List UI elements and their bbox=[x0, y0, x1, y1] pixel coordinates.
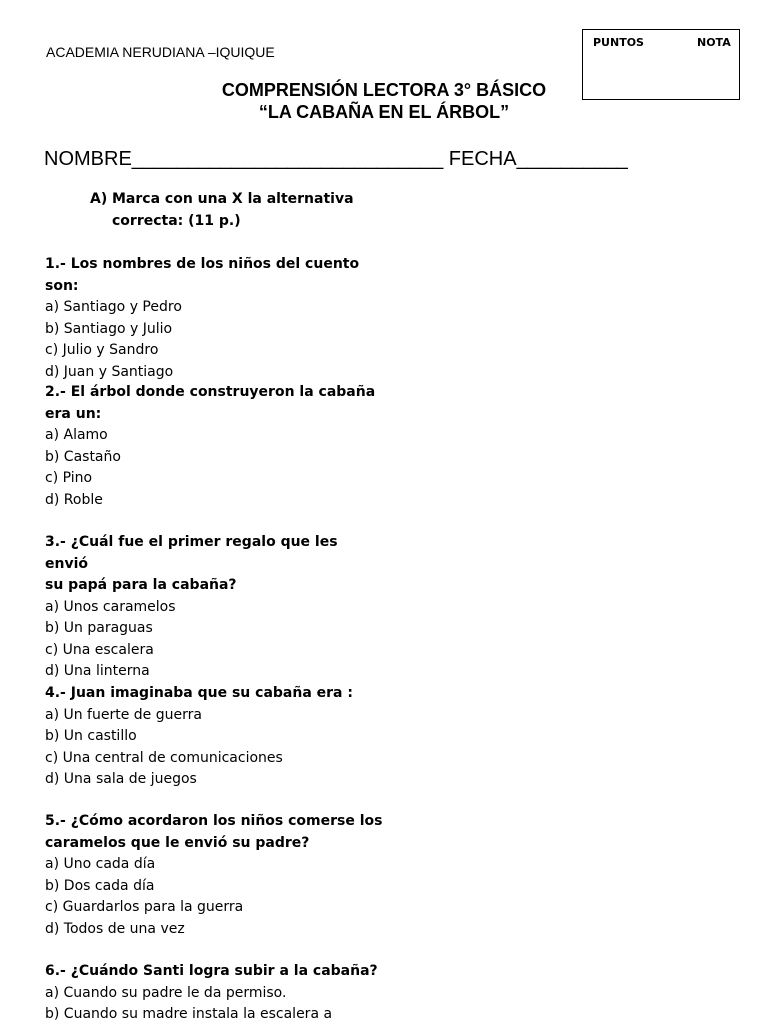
story-title: “LA CABAÑA EN EL ÁRBOL” bbox=[258, 102, 510, 122]
question-text-cont: era un: bbox=[45, 405, 102, 422]
school-name: ACADEMIA NERUDIANA –IQUIQUE bbox=[46, 44, 275, 60]
option-d: d) Todos de una vez bbox=[45, 920, 185, 937]
option-b: b) Castaño bbox=[45, 448, 121, 465]
question-5 bbox=[45, 811, 385, 940]
option-a: a) Santiago y Pedro bbox=[45, 299, 182, 315]
name-date-line: NOMBRE____________________________ FECHA__________ bbox=[44, 148, 628, 170]
option-b: b) Un paraguas bbox=[45, 620, 153, 636]
puntos-label: PUNTOS bbox=[593, 36, 644, 49]
option-a: a) Unos caramelos bbox=[45, 598, 176, 615]
option-c: c) Guardarlos para la guerra bbox=[45, 899, 244, 915]
question-text: 6.- ¿Cuándo Santi logra subir a la cabaña? bbox=[45, 963, 378, 979]
option-a: a) Uno cada día bbox=[45, 856, 156, 872]
question-text: 3.- ¿Cuál fue el primer regalo que les envió bbox=[45, 534, 338, 572]
instructions-line-2: correcta: (11 p.) bbox=[112, 212, 241, 229]
instructions-line-1: Marca con una X la alternativa bbox=[112, 191, 354, 207]
question-1 bbox=[45, 254, 385, 383]
option-a: a) Cuando su padre le da permiso. bbox=[45, 984, 287, 1001]
option-d: d) Una linterna bbox=[45, 663, 150, 679]
section-letter: A) bbox=[90, 191, 108, 207]
option-d: d) Juan y Santiago bbox=[45, 363, 174, 380]
question-4 bbox=[45, 683, 385, 791]
option-c: c) Julio y Sandro bbox=[45, 342, 159, 358]
option-b: b) Cuando su madre instala la escalera a bbox=[45, 1006, 333, 1022]
option-d: d) Roble bbox=[45, 491, 103, 508]
page-title: COMPRENSIÓN LECTORA 3° BÁSICO bbox=[221, 80, 547, 100]
question-text-cont: su papá para la cabaña? bbox=[45, 577, 237, 593]
option-a: a) Alamo bbox=[45, 427, 108, 443]
option-a: a) Un fuerte de guerra bbox=[45, 706, 202, 723]
question-text: 5.- ¿Cómo acordaron los niños comerse los bbox=[45, 813, 383, 829]
question-text-cont: caramelos que le envió su padre? bbox=[45, 834, 310, 851]
option-b: b) Un castillo bbox=[45, 728, 137, 744]
question-text: 1.- Los nombres de los niños del cuento son: bbox=[45, 256, 360, 294]
nota-label: NOTA bbox=[697, 36, 731, 49]
question-6 bbox=[45, 961, 385, 1026]
option-c: c) Una escalera bbox=[45, 641, 154, 658]
option-b: b) Dos cada día bbox=[45, 877, 155, 894]
option-c: c) Pino bbox=[45, 470, 93, 486]
question-3 bbox=[45, 532, 385, 683]
question-2 bbox=[45, 382, 385, 511]
question-text: 4.- Juan imaginaba que su cabaña era : bbox=[45, 685, 353, 701]
option-b: b) Santiago y Julio bbox=[45, 320, 173, 337]
option-d: d) Una sala de juegos bbox=[45, 771, 197, 787]
option-c: c) Una central de comunicaciones bbox=[45, 749, 283, 766]
instructions bbox=[90, 189, 390, 232]
question-text: 2.- El árbol donde construyeron la cabaña bbox=[45, 384, 376, 400]
